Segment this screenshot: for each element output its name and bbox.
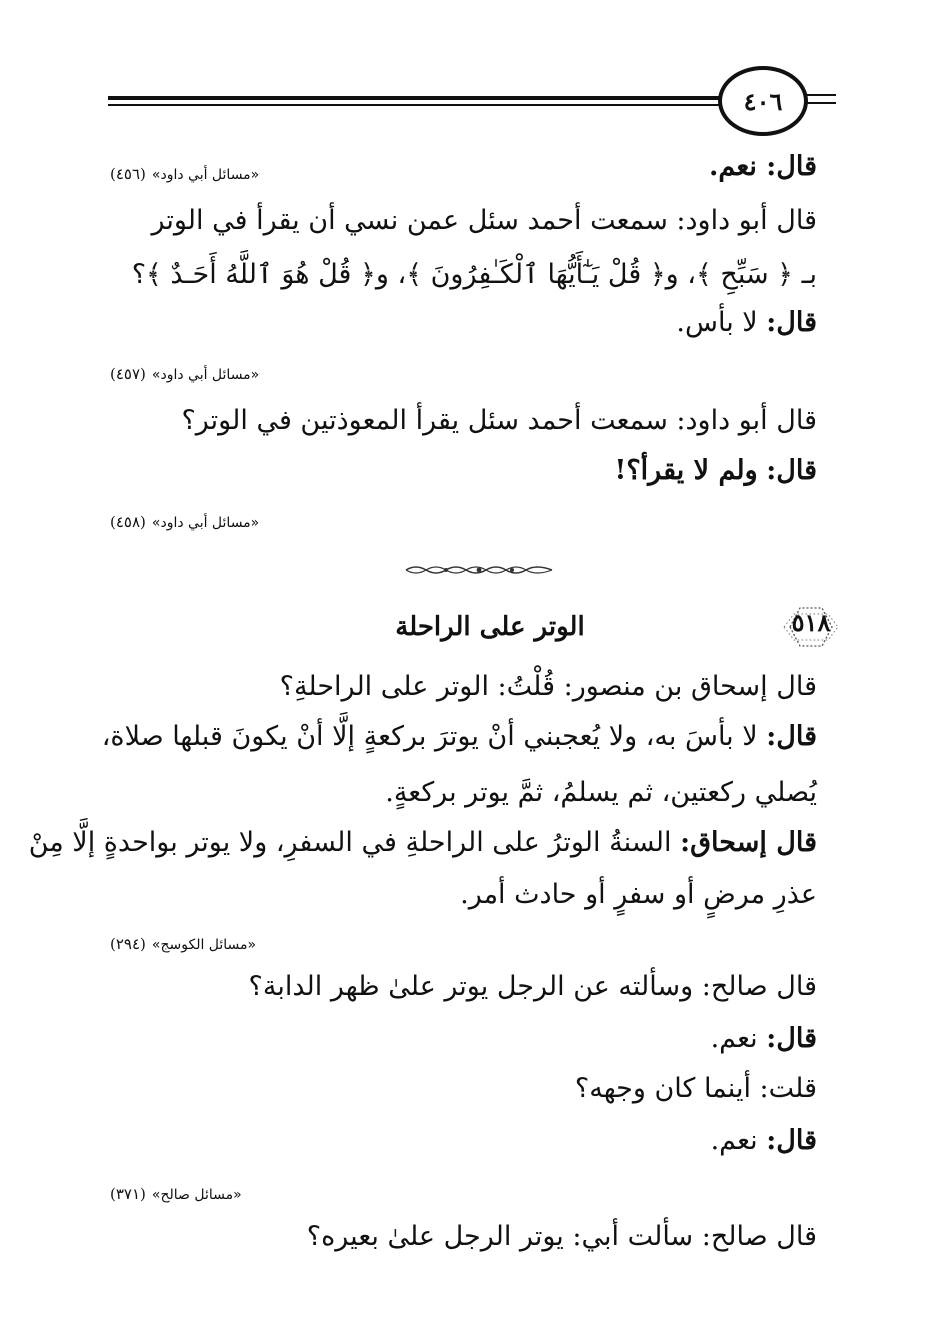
text-line: قال صالح: سألت أبي: يوتر الرجل علىٰ بعيره؟	[306, 1221, 817, 1252]
text-line: قلت: أينما كان وجهه؟	[574, 1073, 817, 1104]
text-line	[102, 720, 817, 754]
source-citation	[110, 164, 259, 185]
citation-number: (٤٥٦)	[110, 165, 146, 183]
text-line: قال إسحاق بن منصور: قُلْتُ: الوتر على الراحلةِ؟	[279, 671, 817, 702]
text-line	[676, 306, 817, 340]
text-line-rest: لا بأسَ به، ولا يُعجبني أنْ يوترَ بركعةٍ إلَّا أنْ يكونَ قبلها صلاة،	[101, 721, 758, 752]
source-citation	[110, 364, 259, 385]
text-line	[615, 454, 818, 488]
text-line: عذرِ مرضٍ أو سفرٍ أو حادث أمر.	[460, 879, 817, 910]
citation-title: «مسائل الكوسج»	[151, 937, 257, 953]
section-title: الوتر على الراحلة	[395, 612, 585, 642]
text-line-rest: السنةُ الوترُ على الراحلةِ في السفرِ، ولا يوتر بواحدةٍ إلَّا مِنْ	[28, 827, 672, 858]
text-line-lead: قال:	[766, 307, 817, 338]
header-rule	[108, 96, 720, 100]
text-line	[29, 826, 817, 860]
citation-title: «مسائل أبي داود»	[151, 167, 260, 183]
source-citation	[110, 934, 256, 955]
ornament-divider	[404, 564, 554, 576]
text-line: قال صالح: وسألته عن الرجل يوتر علىٰ ظهر الدابة؟	[248, 971, 817, 1002]
text-line	[711, 1124, 817, 1158]
citation-number: (٤٥٨)	[110, 513, 146, 531]
page-number: ٤٠٦	[718, 66, 808, 136]
text-line-lead: قال إسحاق:	[680, 827, 817, 858]
text-line-rest: لا بأس.	[676, 307, 758, 338]
text-line-rest: نعم.	[710, 1023, 758, 1054]
text-line-rest: نعم.	[710, 1125, 758, 1156]
citation-number: (٢٩٤)	[110, 935, 146, 953]
text-line-lead: قال: نعم.	[708, 151, 817, 182]
citation-number: (٣٧١)	[110, 1185, 146, 1203]
text-line-lead: قال:	[766, 1125, 817, 1156]
text-line-lead: قال:	[766, 1023, 817, 1054]
header-rule-thin	[108, 104, 720, 106]
text-line	[709, 150, 817, 184]
text-line: بـ ﴿ سَبِّحِ ﴾، و﴿ قُلْ يَـٰٓأَيُّهَا ٱلْكَـٰفِرُونَ ﴾، و﴿ قُلْ هُوَ ٱللَّهُ أَحَـدٌ ﴾؟	[131, 259, 817, 290]
text-line: يُصلي ركعتين، ثم يسلمُ، ثمَّ يوتر بركعةٍ.	[385, 777, 817, 808]
text-line: قال أبو داود: سمعت أحمد سئل عمن نسي أن يقرأ في الوتر	[151, 205, 817, 236]
source-citation	[110, 1184, 242, 1205]
text-line: قال أبو داود: سمعت أحمد سئل يقرأ المعوذتين في الوتر؟	[181, 405, 817, 436]
citation-number: (٤٥٧)	[110, 365, 146, 383]
source-citation	[110, 512, 259, 533]
text-line-rest: ولم لا يقرأ؟!	[614, 455, 758, 486]
citation-title: «مسائل صالح»	[151, 1187, 242, 1203]
text-line	[711, 1022, 817, 1056]
text-line-lead: قال:	[766, 721, 817, 752]
citation-title: «مسائل أبي داود»	[151, 515, 260, 531]
citation-title: «مسائل أبي داود»	[151, 367, 260, 383]
section-number: ٥١٨	[791, 608, 831, 637]
text-line-lead: قال:	[766, 455, 817, 486]
